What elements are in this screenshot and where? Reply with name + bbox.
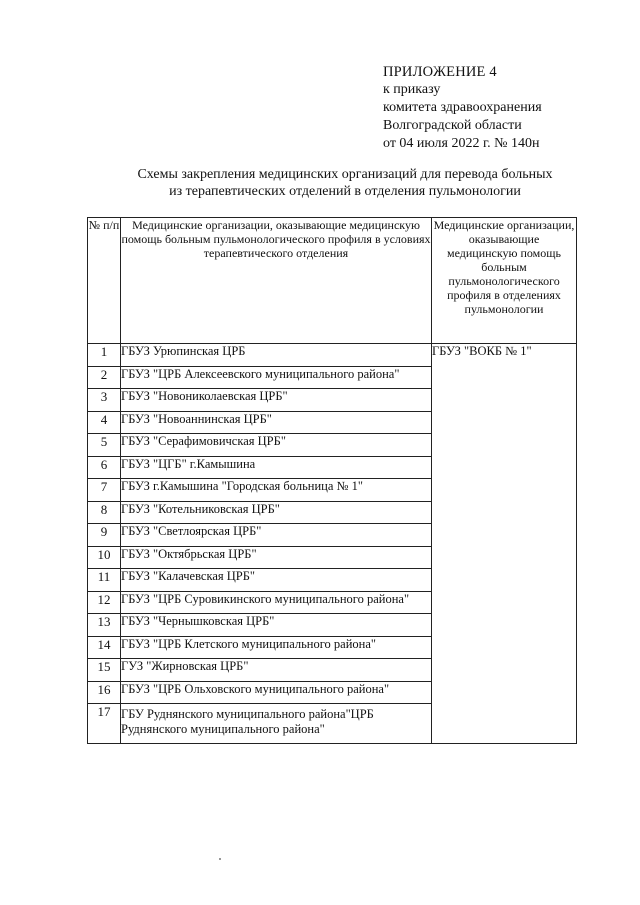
row-number: 6: [88, 456, 121, 479]
row-organization: ГБУЗ Урюпинская ЦРБ: [121, 344, 432, 367]
row-organization: ГБУЗ "Новоаннинская ЦРБ": [121, 411, 432, 434]
row-organization: ГБУЗ "Светлоярская ЦРБ": [121, 524, 432, 547]
appendix-label: ПРИЛОЖЕНИЕ 4: [383, 64, 497, 80]
assignment-table: [87, 217, 577, 744]
row-number: 2: [88, 366, 121, 389]
row-number: 17: [88, 704, 121, 744]
title-line-1: Схемы закрепления медицинских организаций для перевода больных: [137, 167, 553, 182]
row-number: 1: [88, 344, 121, 367]
row-organization: ГБУЗ "Новониколаевская ЦРБ": [121, 389, 432, 412]
row-number: 7: [88, 479, 121, 502]
header-number: № п/п: [88, 218, 121, 344]
row-number: 13: [88, 614, 121, 637]
table-body: [88, 344, 577, 744]
row-number: 4: [88, 411, 121, 434]
document-header: [383, 63, 542, 153]
row-number: 10: [88, 546, 121, 569]
destination-organization: ГБУЗ "ВОКБ № 1": [432, 344, 577, 744]
table-row: [88, 344, 577, 367]
scan-speck: [219, 858, 221, 860]
row-number: 9: [88, 524, 121, 547]
region-name: Волгоградской области: [383, 118, 522, 133]
row-number: 16: [88, 681, 121, 704]
row-organization: ГБУЗ "ЦРБ Ольховского муниципального района": [121, 681, 432, 704]
committee-name: комитета здравоохранения: [383, 100, 542, 115]
row-organization: ГБУЗ "Октябрьская ЦРБ": [121, 546, 432, 569]
row-number: 3: [88, 389, 121, 412]
row-number: 14: [88, 636, 121, 659]
row-organization: ГБУЗ "Чернышковская ЦРБ": [121, 614, 432, 637]
row-organization: ГБУЗ "ЦРБ Суровикинского муниципального района": [121, 591, 432, 614]
row-organization: ГБУЗ "Котельниковская ЦРБ": [121, 501, 432, 524]
row-organization: ГБУЗ "ЦРБ Клетского муниципального района": [121, 636, 432, 659]
row-number: 5: [88, 434, 121, 457]
row-number: 12: [88, 591, 121, 614]
title-line-2: из терапевтических отделений в отделения пульмонологии: [169, 184, 521, 199]
row-number: 8: [88, 501, 121, 524]
row-organization: ГБУ Руднянского муниципального района"ЦРБ Руднянского муниципального района": [121, 704, 432, 744]
row-organization: ГБУЗ "ЦРБ Алексеевского муниципального района": [121, 366, 432, 389]
document-title: [80, 166, 610, 200]
row-organization: ГУЗ "Жирновская ЦРБ": [121, 659, 432, 682]
table-header-row: [88, 218, 577, 344]
order-date: от 04 июля 2022 г. № 140н: [383, 136, 540, 151]
header-destination-organizations: Медицинские организации, оказывающие медицинскую помощь больным пульмонологического профиля в отделениях пульмонологии: [432, 218, 577, 344]
order-reference: к приказу: [383, 82, 441, 97]
row-number: 15: [88, 659, 121, 682]
row-organization: ГБУЗ "Калачевская ЦРБ": [121, 569, 432, 592]
row-organization: ГБУЗ г.Камышина "Городская больница № 1": [121, 479, 432, 502]
row-number: 11: [88, 569, 121, 592]
row-organization: ГБУЗ "ЦГБ" г.Камышина: [121, 456, 432, 479]
header-source-organizations: Медицинские организации, оказывающие медицинскую помощь больным пульмонологического профиля в условиях терапевтического отделения: [121, 218, 432, 344]
row-organization: ГБУЗ "Серафимовичская ЦРБ": [121, 434, 432, 457]
